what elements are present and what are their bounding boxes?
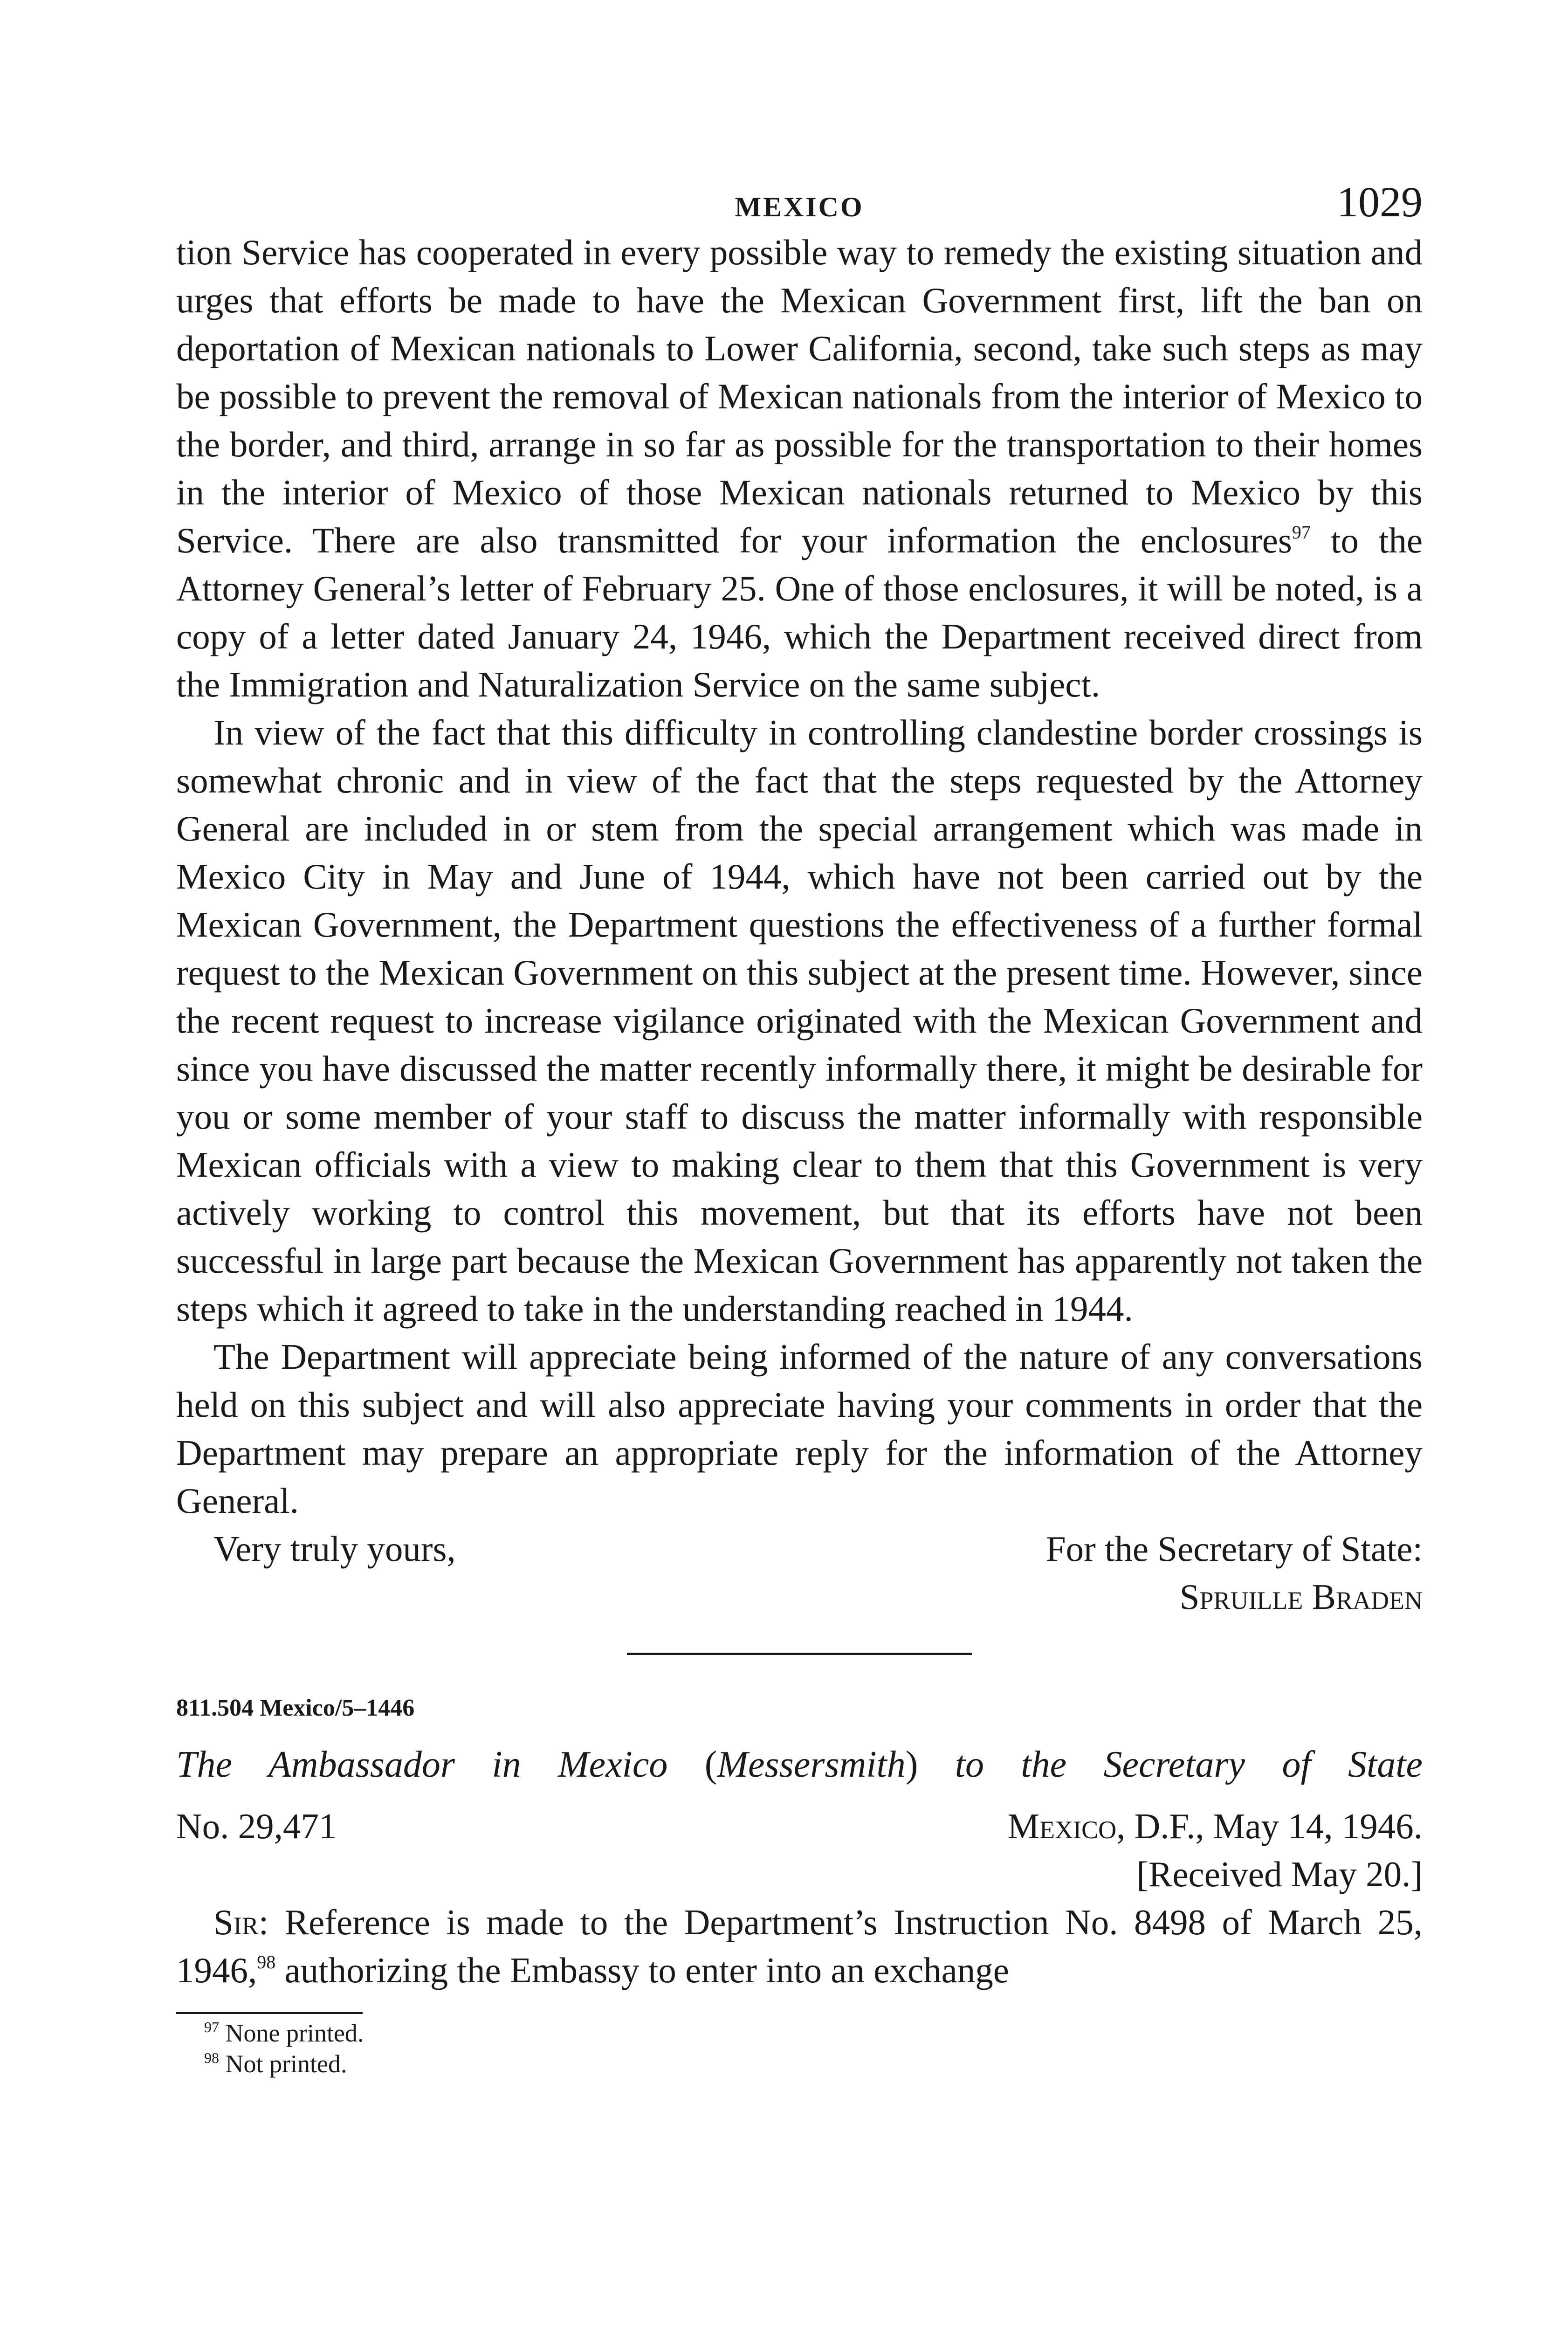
- sir-label: Sir: [213, 1902, 259, 1942]
- paragraph-text: authorizing the Embassy to enter into an exchange: [275, 1950, 1009, 1990]
- footnote-mark: 97: [204, 2019, 219, 2035]
- document-title: [176, 1739, 1423, 1790]
- section-divider: [627, 1653, 972, 1655]
- title-text: The Ambassador in Mexico: [176, 1744, 705, 1785]
- footnote: [176, 2048, 1423, 2079]
- received-date: [Received May 20.]: [1136, 1854, 1423, 1894]
- paragraph-text: : Reference is made to the Department’s Instruction No. 8498 of March 25, 1946,: [176, 1902, 1423, 1990]
- footnote-divider: [176, 2012, 363, 2014]
- letter-body: [176, 228, 1423, 1525]
- title-name: Messersmith: [717, 1744, 906, 1785]
- paragraph-continuation: [176, 228, 1423, 709]
- footnote-mark: 98: [204, 2049, 219, 2066]
- footnote-ref-97: 97: [1292, 522, 1311, 543]
- paragraph-third: The Department will appreciate being informed of the nature of any conversations held on this subject and will also appreciate having your comments in order that the Department may prepare an appropriate reply for the information of the Attorney General.: [176, 1337, 1423, 1521]
- footnote-text: None printed.: [219, 2019, 364, 2047]
- footnote-text: Not printed.: [219, 2050, 347, 2078]
- place-date: [1008, 1802, 1423, 1850]
- place: Mexico: [1007, 1806, 1117, 1846]
- running-title: MEXICO: [735, 192, 864, 222]
- title-text-end: to the Secretary of State: [918, 1744, 1423, 1785]
- footnote: [176, 2018, 1423, 2048]
- complimentary-close: Very truly yours,: [213, 1529, 456, 1569]
- date: , D.F., May 14, 1946.: [1116, 1806, 1423, 1846]
- paragraph-text: to the Attorney General’s letter of February 25. One of those enclosures, it will be noted, is a copy of a letter dated January 24, 1946, which the Department received direct from the Immigration and Naturalization Service on the same subject.: [176, 520, 1423, 704]
- file-number: 811.504 Mexico/5–1446: [176, 1695, 415, 1721]
- despatch-number: No. 29,471: [176, 1806, 337, 1846]
- title-paren-close: ): [905, 1744, 918, 1785]
- page-number: 1029: [1337, 178, 1423, 226]
- document-page: [176, 177, 1423, 2079]
- page-header: [176, 177, 1423, 228]
- paragraph-second: In view of the fact that this difficulty in controlling clandestine border crossings is somewhat chronic and in view of the fact that the steps requested by the Attorney General are included in or stem from the special arrangement which was made in Mexico City in May and June of 1944, which have not been carried out by the Mexican Government, the Department questions the effectiveness of a further formal request to the Mexican Government on this subject at the present time. However, since the recent request to increase vigilance originated with the Mexican Government and since you have discussed the matter recently informally there, it might be desirable for you or some member of your staff to discuss the matter informally with responsible Mexican officials with a view to making clear to them that this Government is very actively working to control this movement, but that its efforts have not been successful in large part because the Mexican Government has apparently not taken the steps which it agreed to take in the understanding reached in 1944.: [176, 712, 1423, 1329]
- closing-line: [176, 1525, 1423, 1573]
- paragraph-sir: [176, 1898, 1423, 1994]
- paragraph-text: tion Service has cooperated in every possible way to remedy the existing situation and urges that efforts be made to have the Mexican Government first, lift the ban on deportation of Mexican nationals to Lower California, second, take such steps as may be possible to prevent the removal of Mexican nationals from the interior of Mexico to the border, and third, arrange in so far as possible for the transportation to their homes in the interior of Mexico of those Mexican nationals returned to Mexico by this Service. There are also transmitted for your information the enclosures: [176, 232, 1423, 560]
- for-secretary-line: For the Secretary of State:: [1045, 1529, 1423, 1569]
- despatch-body: [176, 1898, 1423, 1994]
- dateline: [176, 1802, 1423, 1850]
- footnote-ref-98: 98: [257, 1952, 276, 1972]
- title-paren-open: (: [704, 1744, 717, 1785]
- signature: Spruille Braden: [1179, 1577, 1423, 1617]
